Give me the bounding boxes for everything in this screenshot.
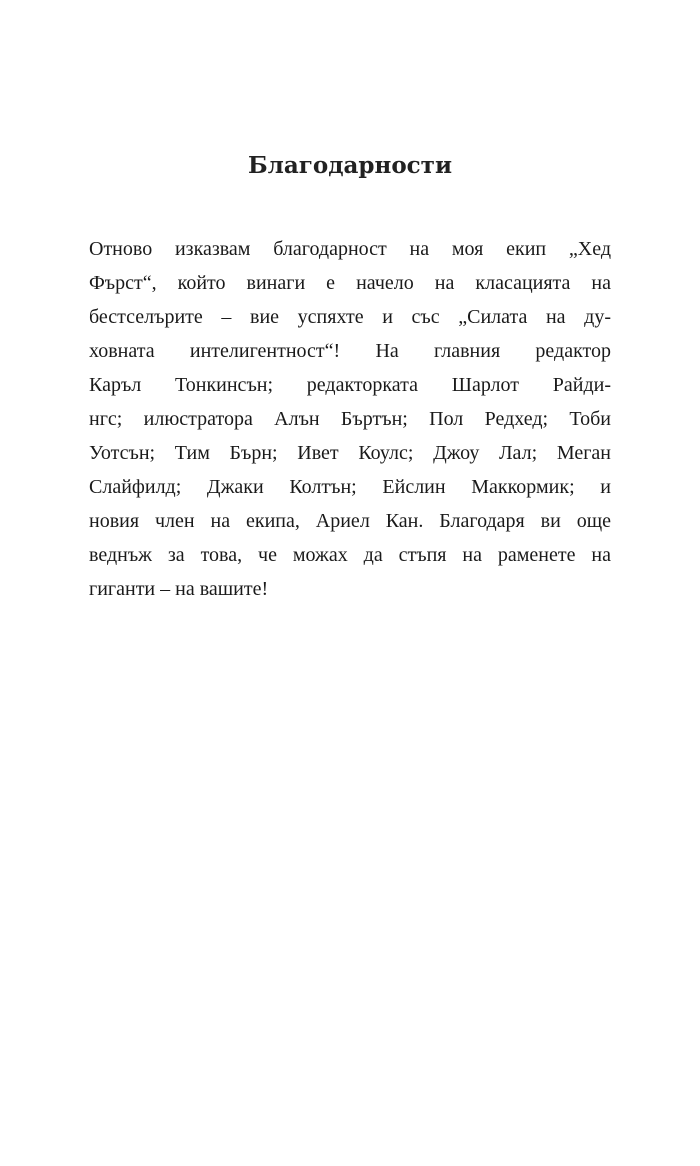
text-line: гиганти – на вашите!: [89, 578, 269, 600]
text-line: Слайфилд; Джаки Колтън; Ейслин Маккормик; и: [89, 476, 611, 498]
text-line: бестселърите – вие успяхте и със „Силата на ду-: [89, 306, 611, 328]
text-line: Фърст“, който винаги е начело на класацията на: [89, 272, 611, 294]
text-line: Уотсън; Тим Бърн; Ивет Коулс; Джоу Лал; Меган: [89, 442, 611, 464]
acknowledgements-text: [89, 232, 611, 606]
text-line: нгс; илюстратора Алън Бъртън; Пол Редхед; Тоби: [89, 408, 611, 430]
text-line: новия член на екипа, Ариел Кан. Благодаря ви още: [89, 510, 611, 532]
text-line: веднъж за това, че можах да стъпя на раменете на: [89, 544, 611, 566]
text-line: Отново изказвам благодарност на моя екип „Хед: [89, 238, 611, 260]
page-title: Благодарности: [247, 152, 452, 179]
text-line: Каръл Тонкинсън; редакторката Шарлот Райди-: [89, 374, 611, 396]
text-line: ховната интелигентност“! На главния редактор: [89, 340, 611, 362]
